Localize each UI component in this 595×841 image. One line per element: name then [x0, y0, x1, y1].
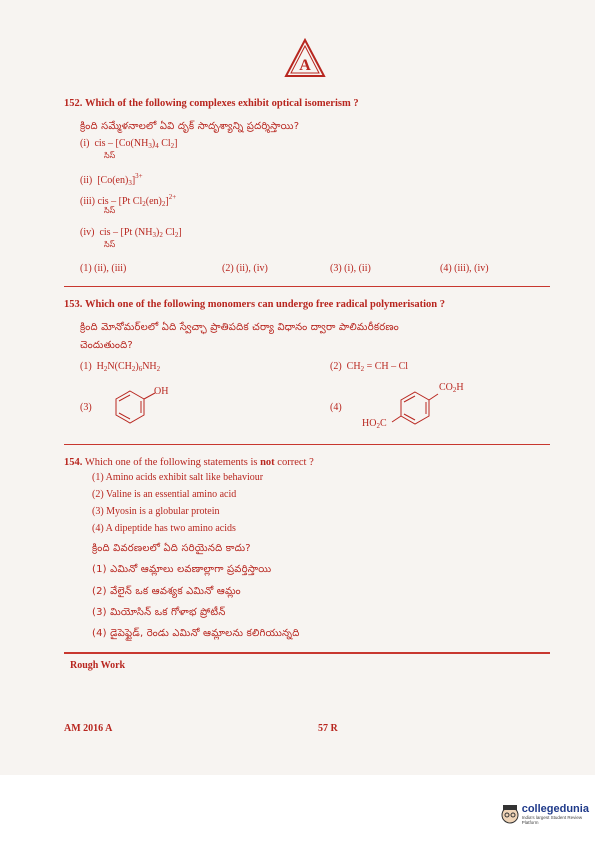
q154-telugu-option-4: (4) డైపెప్టైడ్, రెండు ఎమినో ఆమ్లాలను కలిగియున్నది: [92, 628, 300, 639]
booklet-code: AM 2016 A: [64, 723, 113, 734]
rough-work-label: Rough Work: [70, 660, 126, 671]
q152-option-iv-tel: సిస్: [104, 240, 116, 249]
q152-answer-4: (4) (iii), (iv): [440, 263, 489, 274]
q152-option-i-tel: సిస్: [104, 151, 116, 160]
q154-option-3: (3) Myosin is a globular protein: [92, 506, 220, 517]
q154-option-2: (2) Valine is an essential amino acid: [92, 489, 237, 500]
q154-telugu-option-2: (2) వేలైన్ ఒక ఆవశ్యక ఎమినో ఆమ్లం: [92, 586, 241, 597]
collegedunia-logo: [500, 803, 595, 825]
divider: [64, 286, 550, 287]
q152-option-iii: (iii) cis – [Pt $Cl_2(en)_2]^{2+}$: [80, 193, 177, 208]
logo-tagline: India's largest Student Review Platform: [521, 815, 583, 825]
q152-option-ii: (ii) $[Co(en)_3]^{3+}$: [80, 172, 143, 187]
question-153-title: 153. Which one of the following monomers can undergo free radical polymerisation ?: [64, 299, 445, 310]
question-154-title: 154. Which one of the following statements is not correct ?: [64, 457, 314, 468]
q152-telugu: క్రింది సమ్మేళనాలలో ఏవి దృక్ సాదృశ్యాన్ని ప్రదర్శిస్తాయి?: [80, 121, 300, 132]
co2h-label: $CO_2H$: [439, 382, 464, 394]
q152-option-iii-tel: సిస్: [104, 206, 116, 215]
q152-answer-3: (3) (i), (ii): [330, 263, 371, 274]
phenol-oh-label: OH: [154, 386, 169, 397]
q152-answer-2: (2) (ii), (iv): [222, 263, 268, 274]
divider: [64, 444, 550, 445]
question-152-title: 152. Which of the following complexes exhibit optical isomerism ?: [64, 98, 359, 109]
page-number: 57 R: [318, 723, 338, 734]
q153-telugu-line1: క్రింది మోనోమర్‌లలో ఏది స్వేచ్ఛా ప్రాతిపదిక చర్యా విధానం ద్వారా పాలిమరీకరణం: [80, 322, 399, 333]
q152-answer-1: (1) (ii), (iii): [80, 263, 127, 274]
q153-option-1: (1) $H_2N(CH_2)_6NH_2$: [80, 361, 161, 373]
q152-option-iv: (iv) cis – [Pt $(NH_3)_2$ $Cl_2$]: [80, 227, 182, 239]
q154-telugu: క్రింది వివరణలలో ఏది సరియైనది కాదు?: [92, 543, 251, 554]
ho2c-label: $HO_2C$: [362, 418, 387, 430]
q152-option-i: (i) cis – [$Co(NH_3)_4$ $Cl_2$]: [80, 138, 178, 150]
q154-option-4: (4) A dipeptide has two amino acids: [92, 523, 236, 534]
student-mascot-icon: [500, 803, 519, 825]
q153-option-3-label: (3): [80, 402, 92, 413]
q154-telugu-option-3: (3) మియోసిన్ ఒక గోళాభ ప్రోటీన్: [92, 607, 226, 618]
booklet-code-badge: [284, 38, 326, 78]
logo-name: collegedunia: [521, 803, 589, 815]
q153-option-2: (2) $CH_2$ = CH – Cl: [330, 361, 409, 373]
q154-option-1: (1) Amino acids exhibit salt like behaviour: [92, 472, 264, 483]
rough-work-rule: [64, 652, 550, 654]
q153-option-4-label: (4): [330, 402, 342, 413]
q153-telugu-line2: చెందుతుంది?: [80, 340, 133, 351]
badge-letter: A: [299, 57, 311, 74]
q154-telugu-option-1: (1) ఎమినో ఆమ్లాలు లవణాల్లాగా ప్రవర్తిస్తాయి: [92, 564, 272, 575]
